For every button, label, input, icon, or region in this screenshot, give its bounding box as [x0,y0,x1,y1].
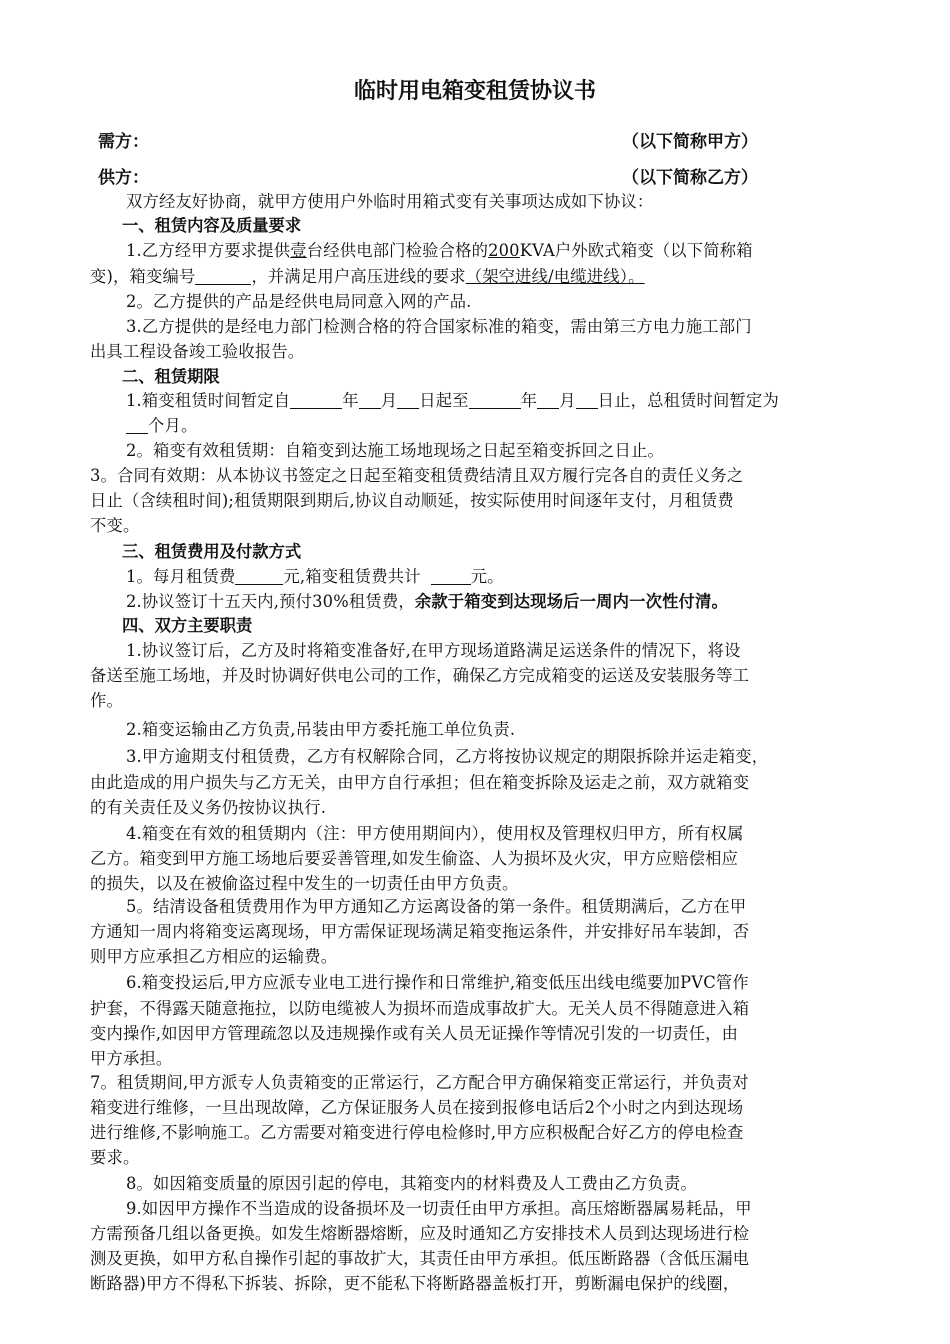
supply-party-label: 供方： [98,168,149,188]
s2-p1-line2 [126,412,197,436]
section-1-heading: 一、租赁内容及质量要求 [122,216,302,235]
s3-p1-text-c: 元。 [470,567,504,586]
section-3-heading: 三、租赁费用及付款方式 [122,542,302,561]
s4-line-8: 4.箱变在有效的租赁期内（注：甲方使用期间内），使用权及管理权归甲方，所有权属 [126,824,744,843]
box-number-blank [195,268,251,285]
s1-p1-text-c: KVA户外欧式箱变（以下简称箱 [519,241,753,260]
s2-month-label: 月 [380,391,398,410]
s2-p1-line1 [126,387,779,411]
s4-line-18: 7。租赁期间,甲方派专人负责箱变的正常运行，乙方配合甲方确保箱变正常运行，并负责对 [90,1073,749,1092]
s1-p2: 2。乙方提供的产品是经供电局同意入网的产品. [126,292,472,311]
s4-line-12: 方通知一周内将箱变运离现场，甲方需保证现场满足箱变拖运条件，并安排好吊车装卸，否 [90,922,750,941]
monthly-fee-blank [235,568,283,585]
s4-line-7: 的有关责任及义务仍按协议执行. [90,798,327,817]
s4-line-14: 6.箱变投运后,甲方应派专业电工进行操作和日常维护,箱变低压出线电缆要加PVC管作 [126,973,749,992]
s1-p3-line1: 3.乙方提供的是经电力部门检测合格的符合国家标准的箱变，需由第三方电力施工部门 [126,317,752,336]
intro-paragraph: 双方经友好协商，就甲方使用户外临时用箱式变有关事项达成如下协议： [126,192,654,211]
s1-p1-text-a: 1.乙方经甲方要求提供 [126,241,291,260]
end-year-blank [469,392,521,409]
s4-line-19: 箱变进行维修，一旦出现故障，乙方保证服务人员在接到报修电话后2个小时之内到达现场 [90,1098,744,1117]
s2-p1-text-a: 1.箱变租赁时间暂定自 [126,391,291,410]
s4-line-4: 2.箱变运输由乙方负责,吊装由甲方委托施工单位负责. [126,720,516,739]
s2-p3-line3: 不变。 [90,516,140,535]
start-day-blank [397,392,419,409]
s2-year-label: 年 [342,391,359,410]
s1-p1-text-d: 变)，箱变编号 [90,267,196,286]
s4-line-25: 测及更换，如甲方私自操作引起的事故扩大，其责任由甲方承担。低压断路器（含低压漏电 [90,1249,750,1268]
end-month-blank [537,392,559,409]
s4-line-9: 乙方。箱变到甲方施工场地后要妥善管理,如发生偷盗、人为损坏及火灾，甲方应赔偿相应 [90,849,739,868]
s2-p3-line2: 日止（含续租时间);租赁期限到期后,协议自动顺延，按实际使用时间逐年支付，月租赁费 [90,491,734,510]
s3-p1-text-b: 元,箱变租赁费共计 [283,567,421,586]
s4-line-10: 的损失，以及在被偷盗过程中发生的一切责任由甲方负责。 [90,874,519,893]
s4-line-16: 变内操作,如因甲方管理疏忽以及违规操作或有关人员无证操作等情况引发的一切责任，由 [90,1024,739,1043]
s4-line-17: 甲方承担。 [90,1049,173,1068]
end-day-blank [576,392,598,409]
s4-line-6: 由此造成的用户损失与乙方无关，由甲方自行承担；但在箱变拆除及运走之前，双方就箱变 [90,773,750,792]
s4-line-24: 方需预备几组以备更换。如发生熔断器熔断，应及时通知乙方安排技术人员到达现场进行检 [90,1224,750,1243]
s4-line-23: 9.如因甲方操作不当造成的设备损坏及一切责任由甲方承担。高压熔断器属易耗品，甲 [126,1199,752,1218]
s4-line-22: 8。如因箱变质量的原因引起的停电，其箱变内的材料费及人工费由乙方负责。 [126,1174,697,1193]
s2-day-from-label: 日起至 [419,391,469,410]
s2-year2-label: 年 [520,391,538,410]
start-month-blank [359,392,381,409]
s4-line-20: 进行维修,不影响施工。乙方需要对箱变进行停电检修时,甲方应积极配合好乙方的停电检查 [90,1123,744,1142]
s1-p1-capacity: 200 [488,241,520,260]
s4-line-5: 3.甲方逾期支付租赁费，乙方有权解除合同，乙方将按协议规定的期限拆除并运走箱变， [126,747,769,766]
s2-months-label: 个月。 [148,416,198,435]
s1-p1-incoming-line: （架空进线/电缆进线）。 [465,267,645,286]
s2-p3-line1: 3。合同有效期：从本协议书签定之日起至箱变租赁费结清且双方履行完各自的责任义务之 [90,466,744,485]
s1-p3-line2: 出具工程设备竣工验收报告。 [90,342,305,361]
s2-p2: 2。箱变有效租赁期：自箱变到达施工场地现场之日起至箱变拆回之日止。 [126,441,664,460]
s1-p1-text-b: 台经供电部门检验合格的 [306,241,489,260]
s2-day-to-label: 日止，总租赁时间暂定为 [597,391,779,410]
section-2-heading: 二、租赁期限 [122,367,220,386]
s3-p1 [126,563,504,587]
total-fee-blank [431,568,471,585]
s1-p1-line2 [90,263,645,287]
start-year-blank [290,392,342,409]
s4-line-2: 备送至施工场地，并及时协调好供电公司的工作，确保乙方完成箱变的运送及安装服务等工 [90,666,750,685]
demand-party-label: 需方： [98,132,149,152]
s3-p1-text-a: 1。每月租赁费 [126,567,236,586]
demand-party-alias: （以下简称甲方） [622,132,758,152]
s1-p1-text-e: ，并满足用户高压进线的要求 [251,267,466,286]
s3-p2-balance-terms: 余款于箱变到达现场后一周内一次性付清。 [414,592,728,611]
supply-party-alias: （以下简称乙方） [622,168,758,188]
s4-line-3: 作。 [90,691,123,710]
section-4-heading: 四、双方主要职责 [122,616,253,635]
s4-line-11: 5。结清设备租赁费用作为甲方通知乙方运离设备的第一条件。租赁期满后，乙方在甲 [126,897,747,916]
months-blank [126,417,148,434]
s4-line-21: 要求。 [90,1148,140,1167]
s4-line-26: 断路器)甲方不得私下拆装、拆除，更不能私下将断路器盖板打开，剪断漏电保护的线圈， [90,1274,740,1293]
s3-p2 [126,588,728,612]
s1-p1-quantity: 壹 [290,241,307,260]
s4-line-1: 1.协议签订后，乙方及时将箱变准备好,在甲方现场道路满足运送条件的情况下，将设 [126,641,741,660]
s3-p2-text-a: 2.协议签订十五天内,预付30%租赁费， [126,592,415,611]
s4-line-15: 护套，不得露天随意拖拉，以防电缆被人为损坏而造成事故扩大。无关人员不得随意进入箱 [90,999,750,1018]
document-title: 临时用电箱变租赁协议书 [353,79,596,104]
s2-month2-label: 月 [559,391,576,410]
s4-line-13: 则甲方应承担乙方相应的运输费。 [90,947,338,966]
s1-p1-line1 [126,237,753,261]
